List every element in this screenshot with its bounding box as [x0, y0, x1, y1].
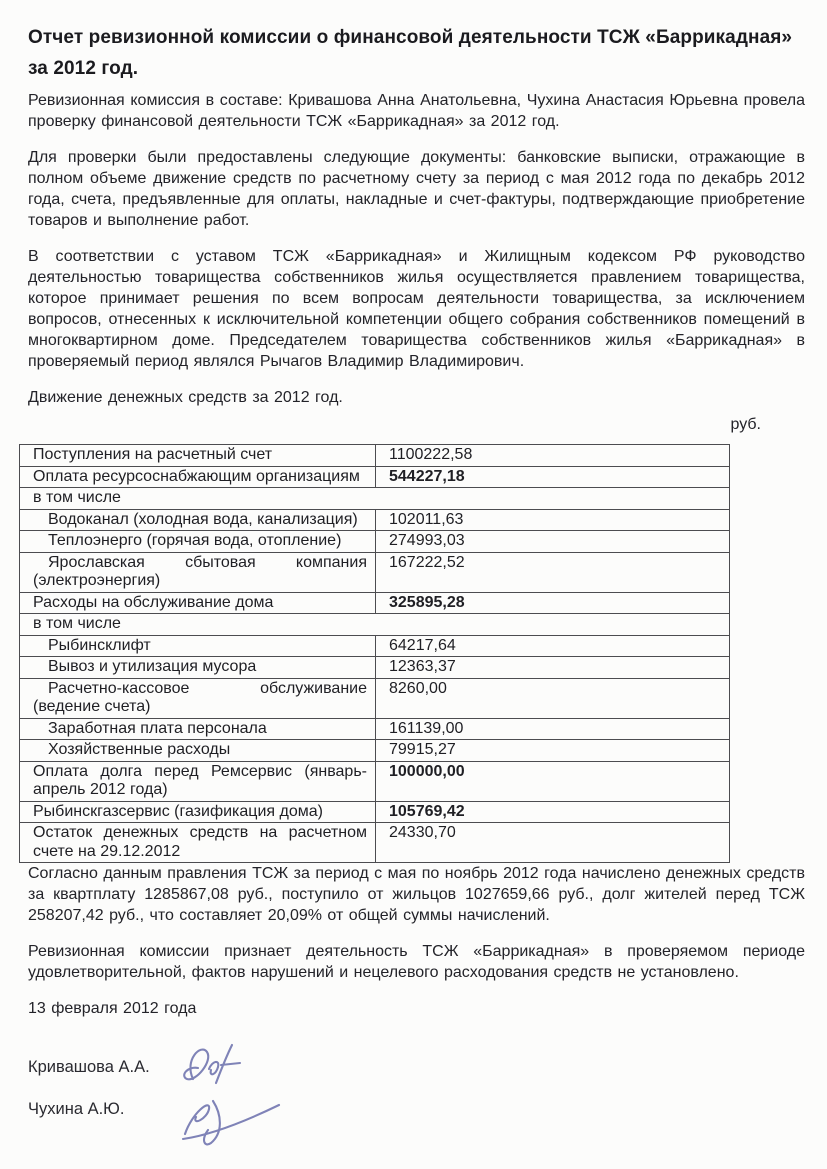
table-row	[20, 445, 730, 467]
table-row	[20, 740, 730, 762]
table-cell-value: 105769,42	[376, 801, 730, 823]
table-cell-value: 161139,00	[376, 718, 730, 740]
table-cell-label: Рыбинсклифт	[20, 635, 376, 657]
table-cell-label: Остаток денежных средств на расчетном счете на 29.12.2012	[20, 823, 376, 863]
table-cell-value: 167222,52	[376, 552, 730, 592]
signature-krivashova-slash	[216, 1045, 240, 1083]
table-row	[20, 466, 730, 488]
table-cell-label: Заработная плата персонала	[20, 718, 376, 740]
currency-label: руб.	[730, 416, 761, 433]
table-cell-label: Рыбинскгазсервис (газификация дома)	[20, 801, 376, 823]
table-cell-value: 544227,18	[376, 466, 730, 488]
table-cell-value: 102011,63	[376, 509, 730, 531]
table-row	[20, 801, 730, 823]
cashflow-heading: Движение денежных средств за 2012 год.	[28, 389, 343, 406]
table-cell-label: в том числе	[20, 488, 730, 510]
table-row	[20, 531, 730, 553]
table-cell-label: Теплоэнерго (горячая вода, отопление)	[20, 531, 376, 553]
table-cell-value: 100000,00	[376, 761, 730, 801]
table-row	[20, 657, 730, 679]
table-row	[20, 761, 730, 801]
table-cell-value: 274993,03	[376, 531, 730, 553]
table-cell-value: 1100222,58	[376, 445, 730, 467]
cashflow-table	[19, 444, 730, 863]
paragraph-documents: Для проверки были предоставлены следующие документы: банковские выписки, отражающие в полном объеме движение средств по расчетному счету за период с мая 2012 года по декабрь 2012 года, счета, предъявленные для оплаты, накладные и счет-фактуры, подтверждающие приобретение товаров и выполнение работ.	[28, 149, 805, 229]
table-cell-value: 24330,70	[376, 823, 730, 863]
table-row	[20, 592, 730, 614]
table-row	[20, 678, 730, 718]
table-row	[20, 823, 730, 863]
paragraph-charter: В соответствии с уставом ТСЖ «Баррикадная» и Жилищным кодексом РФ руководство деятельностью товарищества собственников жилья осуществляется правлением товарищества, которое принимает решения по всем вопросам деятельности товарищества, за исключением вопросов, отнесенных к исключительной компетенции общего собрания собственников помещений в многоквартирном доме. Председателем товарищества собственников жилья «Баррикадная» в проверяемый период являлся Рычагов Владимир Владимирович.	[28, 248, 805, 370]
table-cell-value: 64217,64	[376, 635, 730, 657]
table-cell-label: Оплата ресурсоснабжающим организациям	[20, 466, 376, 488]
table-row	[20, 718, 730, 740]
table-cell-label: Хозяйственные расходы	[20, 740, 376, 762]
table-cell-label: Поступления на расчетный счет	[20, 445, 376, 467]
signatory-name-krivashova: Кривашова А.А.	[28, 1058, 150, 1076]
table-cell-value: 8260,00	[376, 678, 730, 718]
table-cell-label: Расчетно-кассовое обслуживание (ведение счета)	[20, 678, 376, 718]
paragraph-accruals: Согласно данным правления ТСЖ за период с мая по ноябрь 2012 года начислено денежных средств за квартплату 1285867,08 руб., поступило от жильцов 1027659,66 руб., долг жителей перед ТСЖ 258207,42 руб., что составляет 20,09% от общей суммы начислений.	[28, 865, 805, 924]
table-row	[20, 488, 730, 510]
table-cell-label: Расходы на обслуживание дома	[20, 592, 376, 614]
page-title: Отчет ревизионной комиссии о финансовой деятельности ТСЖ «Баррикадная» за 2012 год.	[28, 27, 793, 79]
table-row	[20, 635, 730, 657]
signatory-name-chukhina: Чухина А.Ю.	[28, 1100, 125, 1118]
table-cell-label: Оплата долга перед Ремсервис (январь-апрель 2012 года)	[20, 761, 376, 801]
signature-chukhina-mark	[183, 1101, 279, 1144]
handwritten-signatures	[158, 1038, 288, 1148]
table-cell-value: 325895,28	[376, 592, 730, 614]
table-cell-label: Вывоз и утилизация мусора	[20, 657, 376, 679]
table-cell-label: Ярославская сбытовая компания (электроэнергия)	[20, 552, 376, 592]
cashflow-table-body	[20, 445, 730, 863]
signature-krivashova-mark	[184, 1050, 218, 1080]
table-row	[20, 552, 730, 592]
table-cell-label: в том числе	[20, 614, 730, 636]
table-row	[20, 509, 730, 531]
paragraph-conclusion: Ревизионная комиссии признает деятельность ТСЖ «Баррикадная» в проверяемом периоде удовлетворительной, фактов нарушений и нецелевого расходования средств не установлено.	[28, 943, 805, 981]
table-row	[20, 614, 730, 636]
table-cell-value: 79915,27	[376, 740, 730, 762]
paragraph-commission: Ревизионная комиссия в составе: Кривашова Анна Анатольевна, Чухина Анастасия Юрьевна провела проверку финансовой деятельности ТСЖ «Баррикадная» за 2012 год.	[28, 92, 805, 130]
table-cell-value: 12363,37	[376, 657, 730, 679]
table-cell-label: Водоканал (холодная вода, канализация)	[20, 509, 376, 531]
report-date: 13 февраля 2012 года	[28, 1000, 197, 1017]
